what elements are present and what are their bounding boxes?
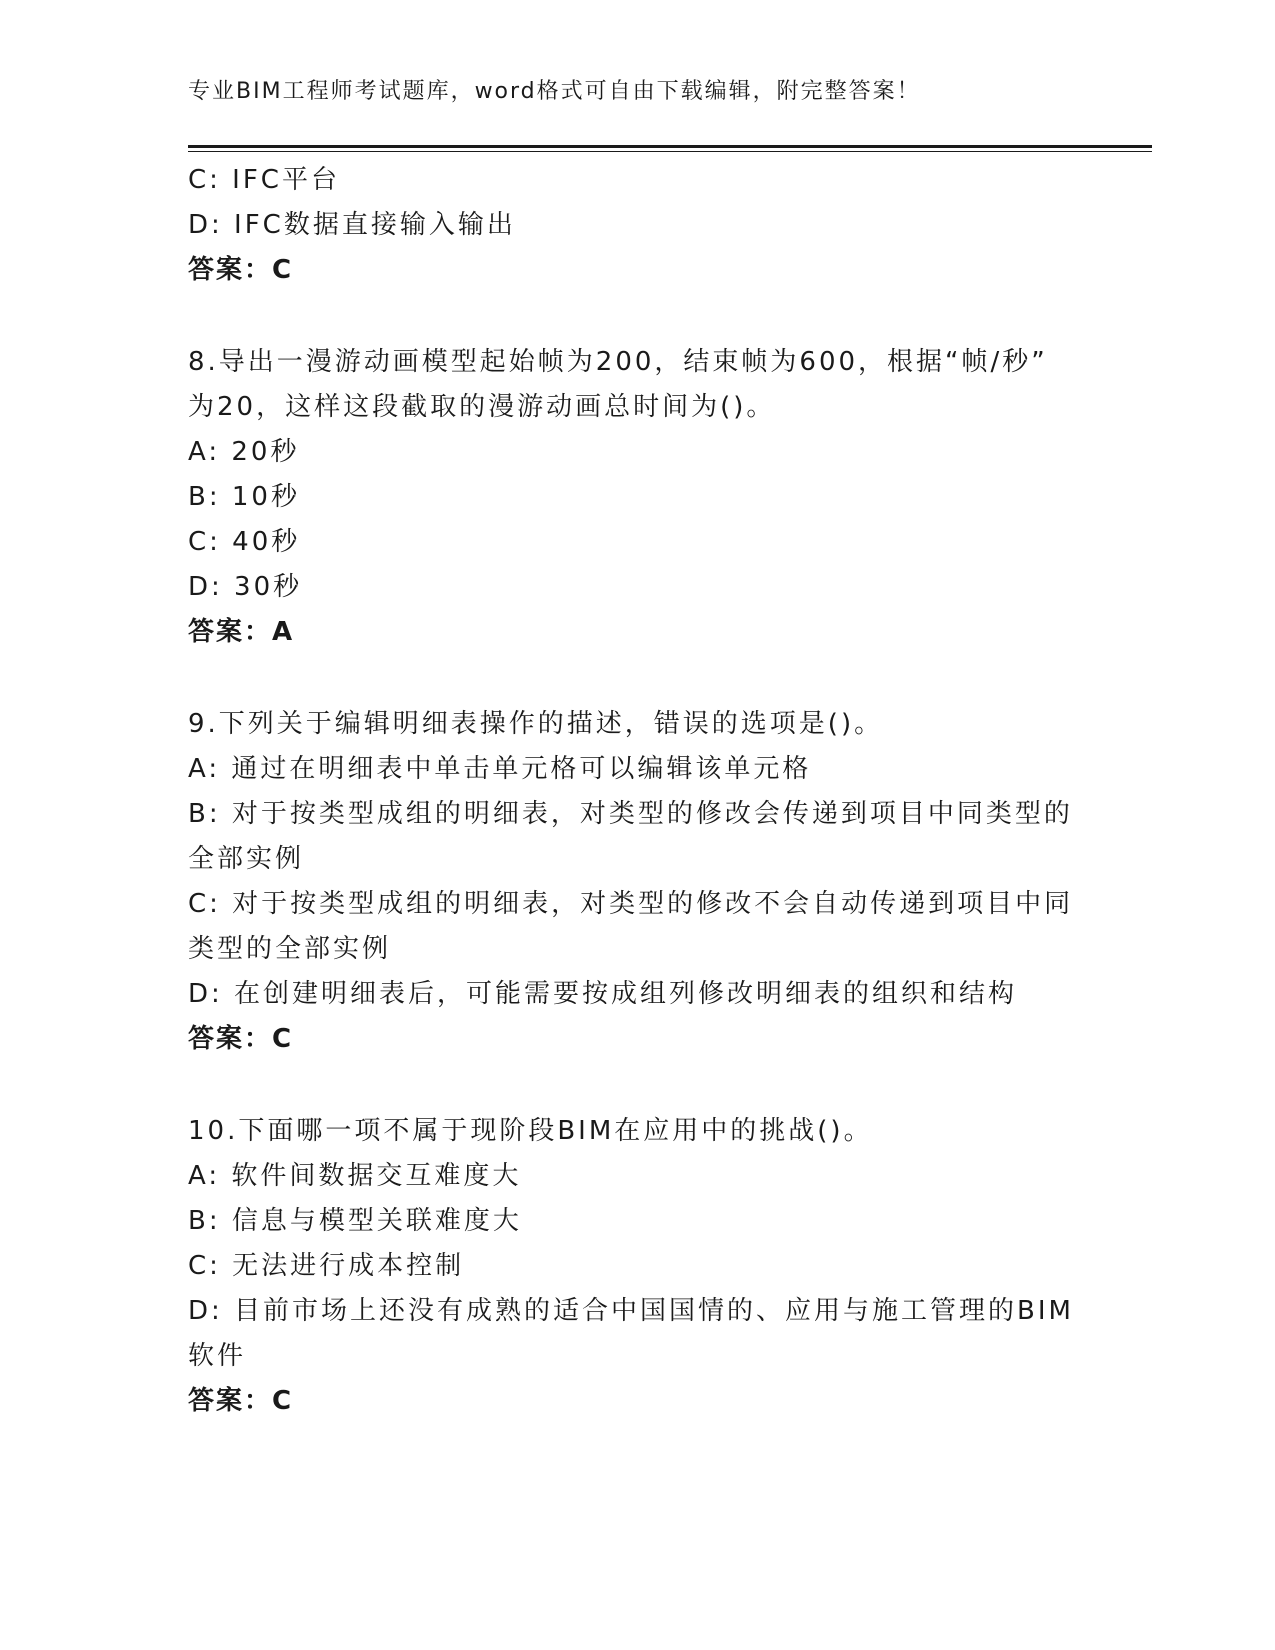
q9-answer: 答案：C — [188, 1024, 294, 1054]
q7-answer: 答案：C — [188, 255, 294, 285]
spacer — [188, 655, 1088, 702]
q8-option-a: A: 20秒 — [188, 437, 300, 467]
q8-option-c: C: 40秒 — [188, 527, 301, 557]
q10-option-d-line1: D: 目前市场上还没有成熟的适合中国国情的、应用与施工管理的BIM — [188, 1296, 1074, 1326]
q10-option-b: B: 信息与模型关联难度大 — [188, 1206, 522, 1236]
q8-stem-line1: 8.导出一漫游动画模型起始帧为200，结束帧为600，根据“帧/秒” — [188, 347, 1048, 377]
q7-option-d: D: IFC数据直接输入输出 — [188, 210, 516, 240]
header-rule-thick — [188, 145, 1152, 148]
q8-option-d: D: 30秒 — [188, 572, 303, 602]
q8-stem-line2: 为20，这样这段截取的漫游动画总时间为()。 — [188, 392, 776, 422]
q10-answer: 答案：C — [188, 1386, 294, 1416]
q8-option-b: B: 10秒 — [188, 482, 300, 512]
q9-option-b-line2: 全部实例 — [188, 844, 305, 874]
q8-answer: 答案：A — [188, 617, 295, 647]
q10-option-d-line2: 软件 — [188, 1341, 247, 1371]
q10-stem: 10.下面哪一项不属于现阶段BIM在应用中的挑战()。 — [188, 1116, 873, 1146]
q9-stem: 9.下列关于编辑明细表操作的描述，错误的选项是()。 — [188, 709, 884, 739]
q9-option-a: A: 通过在明细表中单击单元格可以编辑该单元格 — [188, 754, 812, 784]
q10-option-a: A: 软件间数据交互难度大 — [188, 1161, 522, 1191]
spacer — [188, 293, 1088, 340]
question-content — [188, 158, 1088, 1424]
header-rule-thin — [188, 151, 1152, 152]
q9-option-d: D: 在创建明细表后，可能需要按成组列修改明细表的组织和结构 — [188, 979, 1018, 1009]
q7-option-c: C: IFC平台 — [188, 165, 340, 195]
q9-option-c-line1: C: 对于按类型成组的明细表，对类型的修改不会自动传递到项目中同 — [188, 889, 1074, 919]
q9-option-c-line2: 类型的全部实例 — [188, 934, 392, 964]
q9-option-b-line1: B: 对于按类型成组的明细表，对类型的修改会传递到项目中同类型的 — [188, 799, 1073, 829]
page-header: 专业BIM工程师考试题库，word格式可自由下载编辑，附完整答案！ — [188, 79, 921, 104]
q10-option-c: C: 无法进行成本控制 — [188, 1251, 465, 1281]
spacer — [188, 1062, 1088, 1109]
